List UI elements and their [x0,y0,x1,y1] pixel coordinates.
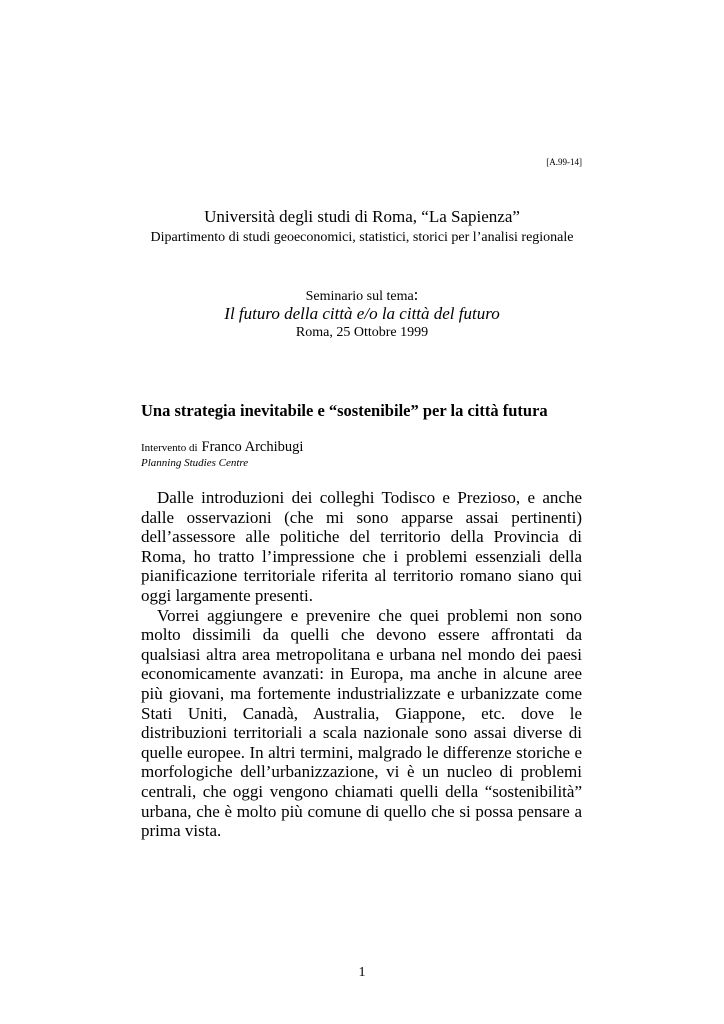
author-prefix: Intervento di [141,442,198,454]
seminar-place-date: Roma, 25 Ottobre 1999 [295,325,429,340]
body-paragraph-1: Dalle introduzioni dei colleghi Todisco e Prezioso, e anche dalle osservazioni (che mi sono apparse assai pertinenti) dell’assessore alle politiche del territorio della Provincia di Roma, ho tratto l’impressione che i problemi essenziali della pianificazione territoriale riferita al territorio romano siano qui oggi largamente presenti. [141,488,582,605]
author-name: Franco Archibugi [201,439,304,455]
seminar-label-text: Seminario sul tema [305,289,414,304]
paper-title: Una strategia inevitabile e “sostenibile” per la città futura [141,401,548,420]
university-name: Università degli studi di Roma, “La Sapienza” [204,207,520,226]
document-reference-code: [A.99-14] [546,157,582,167]
body-text [141,488,582,841]
page-number: 1 [358,965,366,980]
department-name: Dipartimento di studi geoeconomici, statistici, storici per l’analisi regionale [150,230,574,245]
seminar-title: Il futuro della città e/o la città del futuro [224,304,500,323]
author-line [141,438,303,457]
body-paragraph-2: Vorrei aggiungere e prevenire che quei problemi non sono molto dissimili da quelli che devono essere affrontati da qualsiasi altra area metropolitana e urbana nel mondo dei paesi economicamente avanzati: in Europa, ma anche in alcune aree più giovani, ma fortemente industrializzate e urbanizzate come Stati Uniti, Canadà, Australia, Giappone, etc. dove le distribuzioni territoriali a scala nazionale sono assai diverse di quelle europee. In altri termini, malgrado le differenze storiche e morfologiche dell’urbanizzazione, vi è un nucleo di problemi centrali, che oggi vengono chiamati quelli della “sostenibilità” urbana, che è molto più comune di quello che si possa pensare a prima vista. [141,605,582,841]
seminar-label-colon: : [413,285,419,304]
author-affiliation: Planning Studies Centre [141,457,249,469]
